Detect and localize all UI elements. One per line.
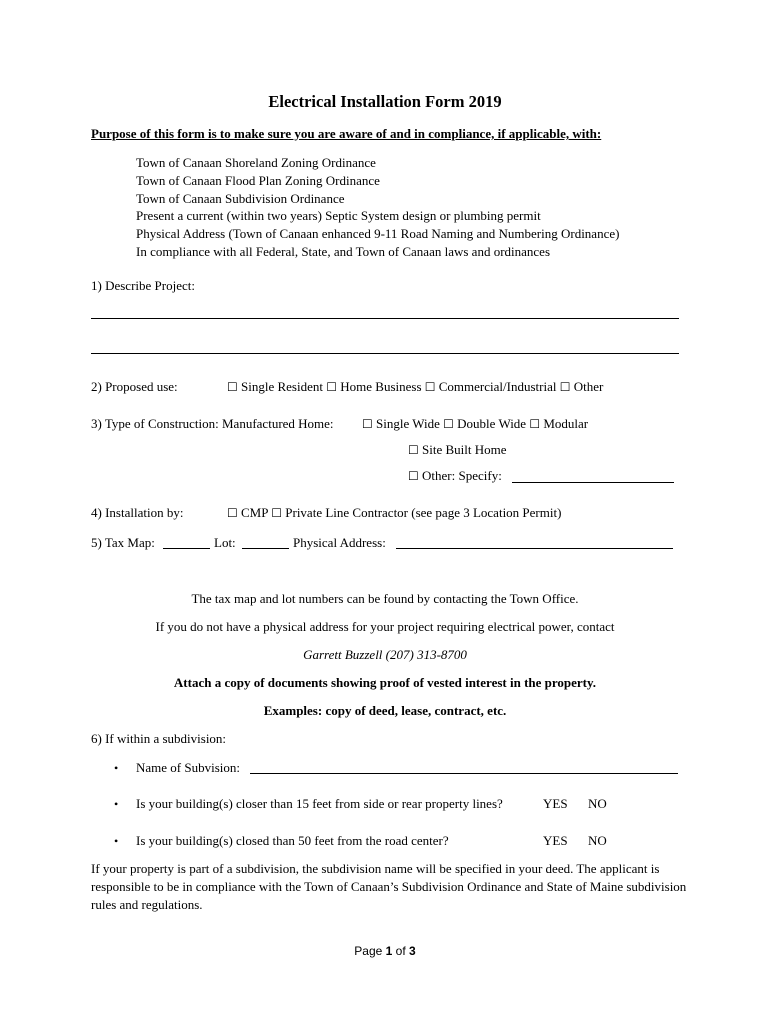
- checkbox-commercial-industrial[interactable]: ☐: [424, 380, 436, 394]
- describe-project-line-2[interactable]: [91, 353, 679, 354]
- requirement-item: In compliance with all Federal, State, and Town of Canaan laws and ordinances: [136, 243, 551, 259]
- requirements-list: [136, 154, 619, 261]
- checkbox-cmp[interactable]: ☐: [227, 506, 238, 520]
- tax-map-label: 5) Tax Map:: [91, 535, 155, 550]
- purpose-heading: Purpose of this form is to make sure you are aware of and in compliance, if applicable, with:: [91, 126, 602, 141]
- checkbox-other-construction[interactable]: ☐: [408, 469, 419, 483]
- option-commercial-industrial: Commercial/Industrial: [438, 379, 557, 394]
- checkbox-double-wide[interactable]: ☐: [443, 417, 454, 431]
- option-private-contractor: Private Line Contractor (see page 3 Location Permit): [285, 505, 562, 520]
- construction-type-label: 3) Type of Construction: Manufactured Home:: [91, 416, 334, 431]
- describe-project-label: 1) Describe Project:: [91, 278, 195, 293]
- bullet-icon: •: [114, 761, 119, 775]
- subdivision-label: 6) If within a subdivision:: [91, 731, 227, 746]
- option-single-resident: Single Resident: [241, 379, 323, 394]
- proposed-use-label: 2) Proposed use:: [91, 379, 178, 394]
- physical-address-line[interactable]: [396, 548, 673, 549]
- page-total: 3: [409, 944, 416, 958]
- document-examples-note: Examples: copy of deed, lease, contract, etc.: [263, 703, 507, 718]
- describe-project-line-1[interactable]: [91, 318, 679, 319]
- side-setback-no[interactable]: NO: [588, 796, 607, 811]
- installation-by-options: [227, 505, 561, 521]
- tax-map-line[interactable]: [163, 548, 210, 549]
- requirement-item: Town of Canaan Subdivision Ordinance: [136, 190, 345, 206]
- construction-type-options: [362, 416, 588, 432]
- option-other-construction: Other: Specify:: [422, 468, 502, 483]
- requirement-item: Town of Canaan Shoreland Zoning Ordinance: [136, 155, 376, 170]
- option-other-use: Other: [573, 379, 604, 394]
- checkbox-single-wide[interactable]: ☐: [362, 417, 373, 431]
- page-prefix: Page: [354, 944, 386, 958]
- installation-by-label: 4) Installation by:: [91, 505, 184, 520]
- lot-line[interactable]: [242, 548, 289, 549]
- no-address-info: If you do not have a physical address for your project requiring electrical power, contact: [155, 619, 615, 634]
- requirement-item: Present a current (within two years) Septic System design or plumbing permit: [136, 208, 541, 224]
- road-setback-yes[interactable]: YES: [543, 833, 568, 848]
- checkbox-site-built[interactable]: ☐: [408, 443, 419, 457]
- subdivision-name-line[interactable]: [250, 773, 678, 774]
- checkbox-home-business[interactable]: ☐: [326, 380, 337, 394]
- form-title: Electrical Installation Form 2019: [268, 92, 502, 111]
- checkbox-modular[interactable]: ☐: [529, 417, 541, 431]
- option-single-wide: Single Wide: [376, 416, 440, 431]
- option-cmp: CMP: [241, 505, 268, 520]
- road-setback-no[interactable]: NO: [588, 833, 607, 848]
- road-setback-question: Is your building(s) closed than 50 feet from the road center?: [136, 833, 449, 848]
- page-of: of: [392, 944, 410, 958]
- other-specify-line[interactable]: [512, 482, 674, 483]
- site-built-row: [408, 442, 507, 458]
- attach-documents-note: Attach a copy of documents showing proof of vested interest in the property.: [173, 675, 597, 690]
- page-footer: [0, 944, 770, 958]
- physical-address-label: Physical Address:: [293, 535, 386, 550]
- option-home-business: Home Business: [340, 379, 422, 394]
- option-modular: Modular: [543, 416, 589, 431]
- option-site-built: Site Built Home: [422, 442, 507, 457]
- side-setback-yes[interactable]: YES: [543, 796, 568, 811]
- other-construction-row: [408, 468, 502, 484]
- page-number: 1: [385, 944, 393, 958]
- checkbox-private-contractor[interactable]: ☐: [271, 506, 283, 520]
- side-setback-question: Is your building(s) closer than 15 feet from side or rear property lines?: [136, 796, 503, 811]
- tax-map-info: The tax map and lot numbers can be found by contacting the Town Office.: [191, 591, 579, 606]
- contact-info: Garrett Buzzell (207) 313-8700: [303, 647, 467, 662]
- checkbox-other-use[interactable]: ☐: [559, 380, 571, 394]
- subdivision-name-label: Name of Subvision:: [136, 760, 240, 775]
- subdivision-note: If your property is part of a subdivision, the subdivision name will be specified in your deed. The applicant is responsible to be in compliance with the Town of Canaan’s Subdivision Ordinance and State of Maine subdivision rules and regulations.: [91, 861, 687, 912]
- bullet-icon: •: [114, 797, 119, 811]
- option-double-wide: Double Wide: [457, 416, 527, 431]
- requirement-item: Town of Canaan Flood Plan Zoning Ordinance: [136, 172, 380, 188]
- proposed-use-options: [227, 379, 603, 395]
- requirement-item: Physical Address (Town of Canaan enhanced 9-11 Road Naming and Numbering Ordinance): [136, 226, 620, 242]
- lot-label: Lot:: [214, 535, 236, 550]
- checkbox-single-resident[interactable]: ☐: [227, 380, 238, 394]
- bullet-icon: •: [114, 834, 119, 848]
